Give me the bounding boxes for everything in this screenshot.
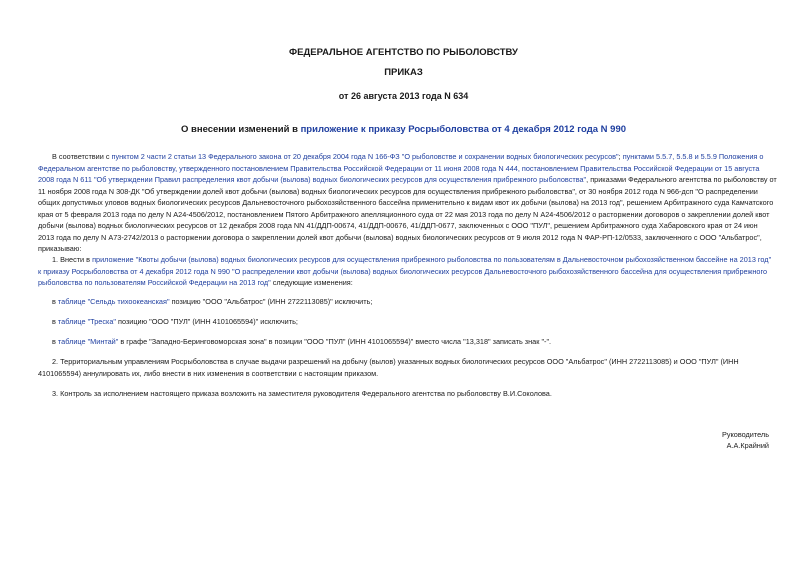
table-herring-link[interactable]: таблице "Сельдь тихоокеанская" xyxy=(57,297,170,306)
preamble-line-6: края от 5 февраля 2013 года по делу N А24-4506/2012, постановлением Пятого Арбитражного апелляционного суда от 22 мая 2013 года по делу N А24-4506/2012 о расторжении договоров о закреплении долей квот xyxy=(38,209,770,219)
appendix-link[interactable]: приложение "Квоты добычи (вылова) водных биологических ресурсов для осуществления прибрежного рыболовства по пользователям в Дальневосточном рыбохозяйственном бассейне на 2013 год" xyxy=(92,255,772,264)
doc-type-title: ПРИКАЗ xyxy=(384,67,423,78)
appendix-link-cont[interactable]: рыболовства по пользователям Российской Федерации на 2013 год" xyxy=(38,278,271,287)
subject-prefix: О внесении изменений в xyxy=(180,124,301,135)
item-2-line-1: 2. Территориальным управлениям Росрыболовства в случае выдачи разрешений на добычу (вылов) указанных водных биологических ресурсов ООО "Альбатрос" (ИНН 2722113085) и ООО "ПУЛ" (ИНН xyxy=(52,357,739,366)
signature-role: Руководитель xyxy=(721,430,769,439)
item-1-line-1 xyxy=(52,254,771,266)
table-pollock-link[interactable]: таблице "Минтай" xyxy=(57,337,119,346)
item-1-text: следующие изменения: xyxy=(270,278,353,287)
item-1-line-2 xyxy=(38,266,767,278)
law-link[interactable]: пунктом 2 части 2 статьи 13 Федерального закона от 20 декабря 2004 года N 166-ФЗ "О рыболовстве и сохранении водных биологических ресурсов" xyxy=(111,152,619,161)
sub-item-text: в xyxy=(52,297,58,306)
appendix-link-cont[interactable]: к приказу Росрыболовства от 4 декабря 2012 года N 990 "О распределении квот добычи (вылова) водных биологических ресурсов Дальневосточного рыбохозяйственного бассейна для осуществления прибрежного xyxy=(38,266,768,276)
regulation-link-cont[interactable]: Федеральном агентстве по рыболовству, утвержденного постановлением Правительства Российской Федерации от 11 июня 2008 года N 444, постановлением Правительства Российской Федерации от 15 августа xyxy=(38,163,760,173)
sub-item-line xyxy=(52,336,551,348)
sub-item-text: в графе "Западно-Беринговоморская зона" в позиции "ООО "ПУЛ" (ИНН 4101065594)" вместо числа "13,318" записать знак "-". xyxy=(118,337,552,346)
preamble-line-1 xyxy=(52,151,763,163)
preamble-line-8: 2013 года по делу N А73-2742/2013 о расторжении договора о закреплении долей квот добычи (вылова) водных биологических ресурсов от 9 июля 2012 года N ФАР-РП-12/0533, заключенного с ООО "Альбатрос", xyxy=(38,232,762,242)
preamble-line-7: добычи (вылова) водных биологических ресурсов от 12 декабря 2008 года NN 41/ДДП-00674, 41/ДДП-00676, 41/ДДП-0677, заключенных с ООО "ПУЛ", решением Арбитражного суда Хабаровского края от 24 июн xyxy=(38,221,758,230)
preamble-line-2 xyxy=(38,163,759,175)
subject-link[interactable]: приложение к приказу Росрыболовства от 4 декабря 2012 года N 990 xyxy=(300,124,627,135)
preamble-line-4: 11 ноября 2008 года N 308-ДК "Об утверждении долей квот добычи (вылова) водных биологических ресурсов для осуществления прибрежного рыболовства", от 30 ноября 2012 года N 966-дсп "О распределении xyxy=(38,186,758,196)
doc-date-number: от 26 августа 2013 года N 634 xyxy=(338,91,469,101)
preamble-text: ; xyxy=(618,152,623,161)
preamble-line-5: общих допустимых уловов водных биологических ресурсов Дальневосточного рыбохозяйственного бассейна применительно к видам квот их добычи (вылова) на 2013 год", решением Арбитражного суда Камчатского xyxy=(38,198,774,207)
agency-title: ФЕДЕРАЛЬНОЕ АГЕНТСТВО ПО РЫБОЛОВСТВУ xyxy=(289,47,518,58)
sub-item-line xyxy=(52,316,298,328)
item-1-line-3 xyxy=(38,277,353,289)
sub-item-line xyxy=(52,296,372,308)
preamble-line-3 xyxy=(38,174,777,186)
sub-item-text: позицию "ООО "ПУЛ" (ИНН 4101065594)" исключить; xyxy=(116,317,298,326)
decree-link[interactable]: 2008 года N 611 "Об утверждении Правил распределения квот добычи (вылова) водных биологических ресурсов для осуществления прибрежного рыболовства" xyxy=(38,175,587,184)
sub-item-text: в xyxy=(52,337,58,346)
sub-item-text: позицию "ООО "Альбатрос" (ИНН 2722113085)" исключить; xyxy=(169,297,373,306)
item-3-line: 3. Контроль за исполнением настоящего приказа возложить на заместителя руководителя Федерального агентства по рыболовству В.И.Соколова. xyxy=(52,389,552,398)
item-2-line-2: 4101065594) аннулировать их, либо внести в них изменения в соответствии с настоящим приказом. xyxy=(38,368,379,378)
item-1-text: 1. Внести в xyxy=(52,255,93,264)
order-word-text: приказываю: xyxy=(38,244,82,253)
doc-subject-title xyxy=(0,124,807,135)
signature-name: А.А.Крайний xyxy=(726,441,769,450)
regulation-link[interactable]: пунктами 5.5.7, 5.5.8 и 5.5.9 Положения о xyxy=(622,152,764,161)
sub-item-text: в xyxy=(52,317,58,326)
table-cod-link[interactable]: таблице "Треска" xyxy=(57,317,116,326)
preamble-text: , приказами Федерального агентства по рыболовству от xyxy=(586,175,777,184)
preamble-text: В соответствии с xyxy=(52,152,112,161)
